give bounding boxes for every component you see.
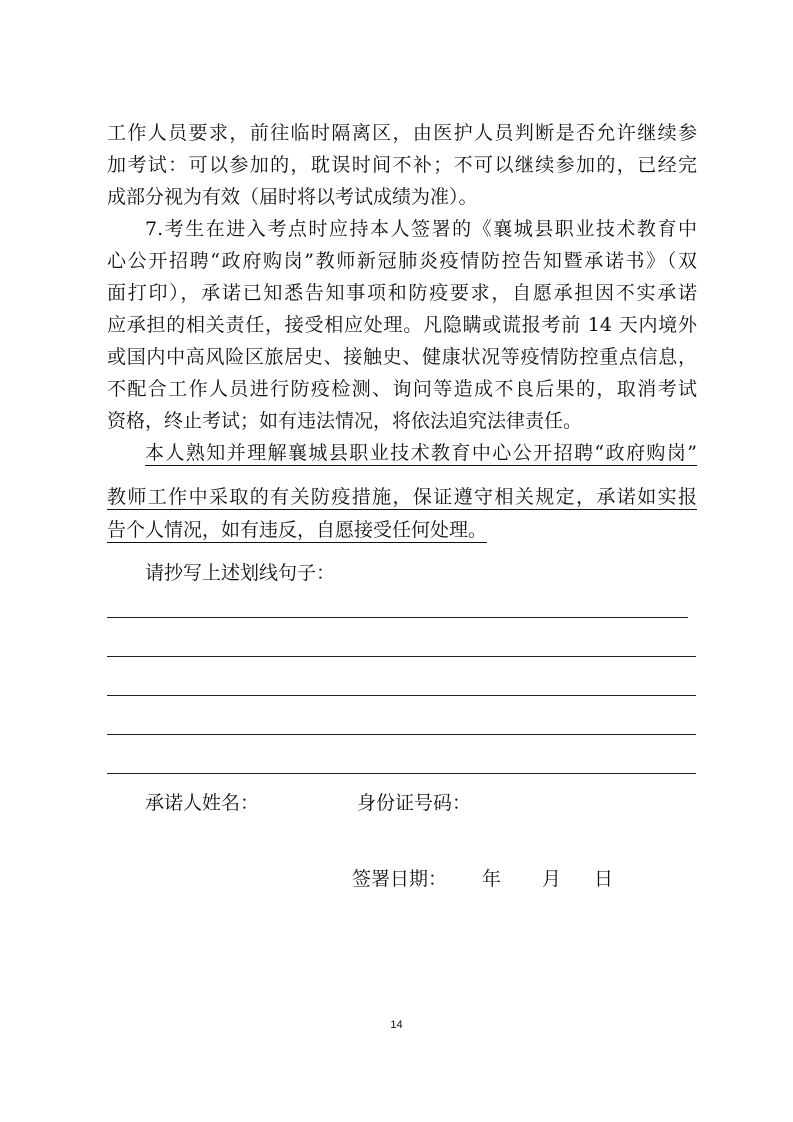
paragraph-line: 面打印），承诺已知悉告知事项和防疫要求，自愿承担因不实承诺 (107, 282, 697, 304)
id-number-label: 身份证号码： (357, 792, 472, 814)
paragraph-line: 不配合工作人员进行防疫检测、询问等造成不良后果的，取消考试 (107, 378, 697, 400)
paragraph-line: 心公开招聘“政府购岗”教师新冠肺炎疫情防控告知暨承诺书》（双 (107, 250, 697, 272)
sign-date-label: 签署日期： (352, 868, 448, 890)
handwriting-line[interactable] (107, 773, 696, 774)
page-number: 14 (390, 1019, 403, 1031)
paragraph-line: 或国内中高风险区旅居史、接触史、健康状况等疫情防控重点信息， (107, 346, 697, 368)
paragraph-line: 资格，终止考试；如有违法情况，将依法追究法律责任。 (107, 410, 583, 432)
paragraph-line: 工作人员要求，前往临时隔离区，由医护人员判断是否允许继续参 (107, 122, 697, 144)
pledge-line: 告个人情况，如有违反，自愿接受任何处理。 (107, 519, 488, 541)
signer-name-label: 承诺人姓名： (145, 792, 260, 814)
date-day-label: 日 (594, 868, 614, 890)
handwriting-line[interactable] (107, 734, 696, 735)
handwriting-line[interactable] (107, 695, 696, 696)
paragraph-line: 加考试：可以参加的，耽误时间不补；不可以继续参加的，已经完 (107, 154, 697, 176)
pledge-line: 教师工作中采取的有关防疫措施，保证遵守相关规定，承诺如实报 (107, 486, 697, 508)
copy-instruction: 请抄写上述划线句子： (145, 562, 336, 584)
date-year-label: 年 (482, 868, 502, 890)
handwriting-line[interactable] (107, 617, 688, 618)
paragraph-line: 成部分视为有效（届时将以考试成绩为准）。 (107, 186, 478, 208)
paragraph-line: 应承担的相关责任，接受相应处理。凡隐瞒或谎报考前 14 天内境外 (107, 314, 697, 336)
pledge-line: 本人熟知并理解襄城县职业技术教育中心公开招聘“政府购岗” (145, 442, 697, 464)
handwriting-line[interactable] (107, 656, 696, 657)
paragraph-line: 7.考生在进入考点时应持本人签署的《襄城县职业技术教育中 (145, 218, 697, 240)
date-month-label: 月 (542, 868, 562, 890)
